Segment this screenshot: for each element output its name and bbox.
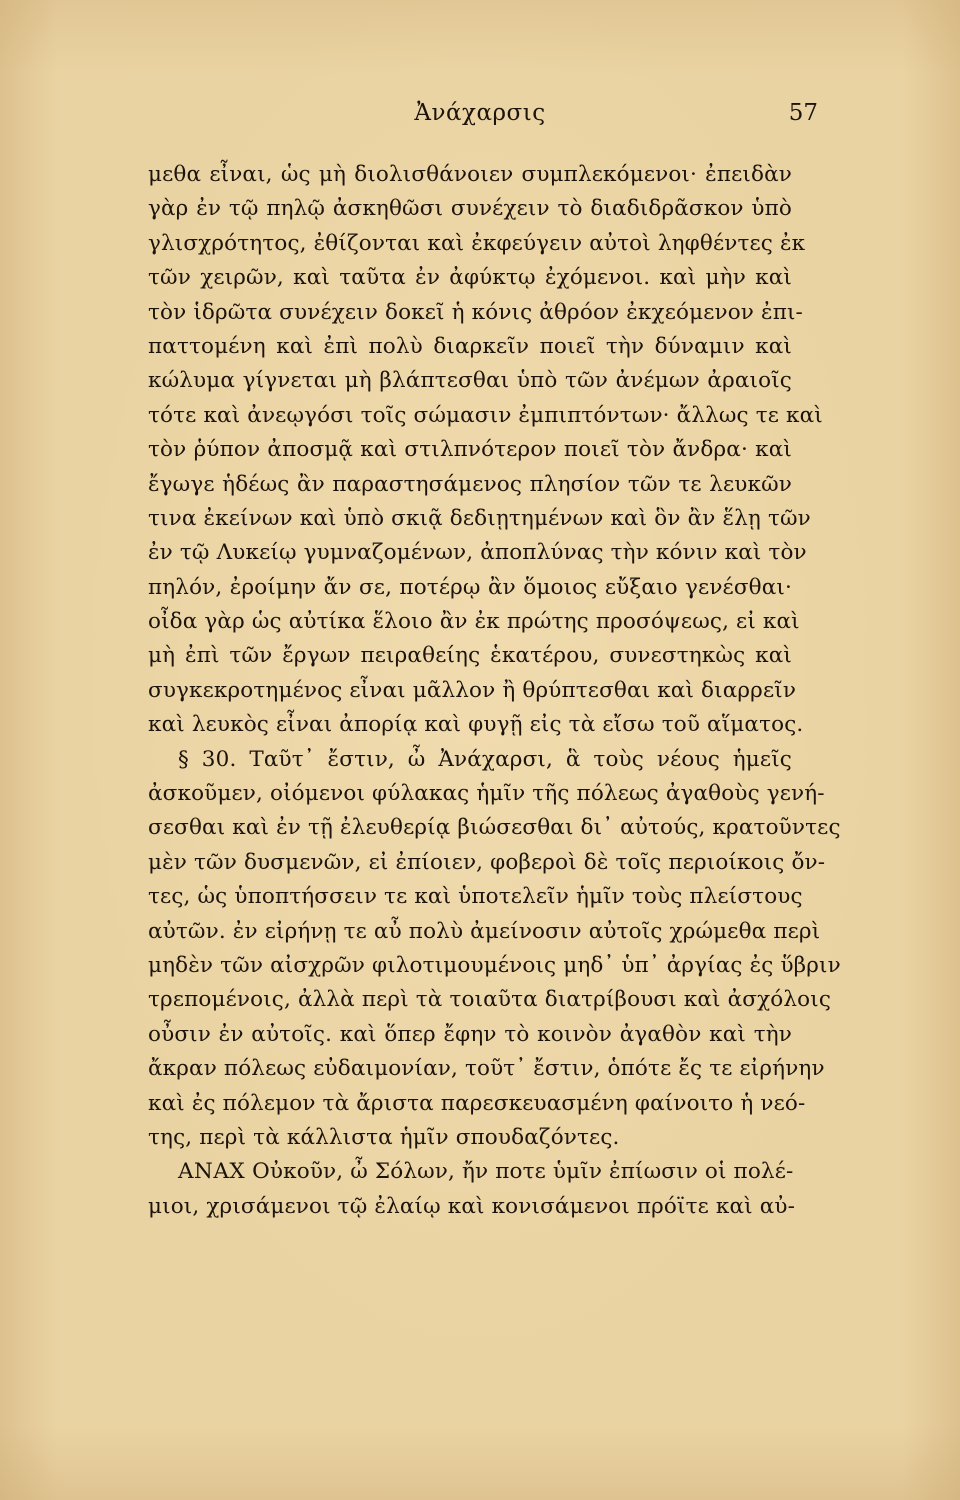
running-title: Ἀνάχαρσις — [414, 100, 546, 126]
text-line: γὰρ ἐν τῷ πηλῷ ἀσκηθῶσι συνέχειν τὸ διαδιδρᾶσκον ὑπὸ — [148, 196, 792, 222]
text-line: μὲν τῶν δυσμενῶν, εἰ ἐπίοιεν, φοβεροὶ δὲ τοῖς περιοίκοις ὄν- — [148, 849, 826, 875]
page-number: 57 — [788, 100, 818, 126]
text-line: τρεπομένοις, ἀλλὰ περὶ τὰ τοιαῦτα διατρίβουσι καὶ ἀσχόλοις — [148, 987, 832, 1013]
text-line: πηλόν, ἐροίμην ἄν σε, ποτέρῳ ἂν ὅμοιος εὔξαιο γενέσθαι· — [148, 574, 792, 600]
text-line: τότε καὶ ἀνεῳγόσι τοῖς σώμασιν ἐμπιπτόντων· ἄλλως τε καὶ — [148, 402, 823, 428]
text-line: ἔγωγε ἡδέως ἂν παραστησάμενος πλησίον τῶν τε λευκῶν — [148, 471, 792, 497]
text-line: σεσθαι καὶ ἐν τῇ ἐλευθερίᾳ βιώσεσθαι δι᾽ αὐτούς, κρατοῦντες — [148, 815, 841, 841]
text-line: αὐτῶν. ἐν εἰρήνῃ τε αὖ πολὺ ἀμείνοσιν αὐτοῖς χρώμεθα περὶ — [148, 918, 821, 944]
speaker-label: ΑΝΑΧ — [178, 1159, 246, 1185]
text-line: ἄκραν πόλεως εὐδαιμονίαν, τοῦτ᾽ ἔστιν, ὁπότε ἔς τε εἰρήνην — [148, 1056, 825, 1082]
text-line: μιοι, χρισάμενοι τῷ ἐλαίῳ καὶ κονισάμενοι πρόϊτε καὶ αὐ- — [148, 1193, 796, 1219]
text-line: της, περὶ τὰ κάλλιστα ἡμῖν σπουδαζόντες. — [148, 1124, 620, 1150]
speaker-line-text: Οὐκοῦν, ὦ Σόλων, ἤν ποτε ὑμῖν ἐπίωσιν οἱ πολέ- — [252, 1159, 794, 1185]
text-line: μηδὲν τῶν αἰσχρῶν φιλοτιμουμένοις μηδ᾽ ὑπ᾽ ἀργίας ἐς ὕβριν — [148, 952, 841, 978]
text-line: καὶ ἐς πόλεμον τὰ ἄριστα παρεσκευασμένη φαίνοιτο ἡ νεό- — [148, 1090, 806, 1116]
text-line: ἐν τῷ Λυκείῳ γυμναζομένων, ἀποπλύνας τὴν κόνιν καὶ τὸν — [148, 540, 807, 566]
text-line: παττομένη καὶ ἐπὶ πολὺ διαρκεῖν ποιεῖ τὴν δύναμιν καὶ — [148, 333, 792, 359]
text-line: τινα ἐκείνων καὶ ὑπὸ σκιᾷ δεδιῃτημένων καὶ ὃν ἂν ἕλῃ τῶν — [148, 505, 811, 531]
text-line: τες, ὡς ὑποπτήσσειν τε καὶ ὑποτελεῖν ἡμῖν τοὺς πλείστους — [148, 884, 803, 910]
text-line: μεθα εἶναι, ὡς μὴ διολισθάνοιεν συμπλεκόμενοι· ἐπειδὰν — [148, 162, 792, 187]
text-line: κώλυμα γίγνεται μὴ βλάπτεσθαι ὑπὸ τῶν ἀνέμων ἀραιοῖς — [148, 368, 792, 394]
text-line: συγκεκροτημένος εἶναι μᾶλλον ἢ θρύπτεσθαι καὶ διαρρεῖν — [148, 677, 797, 703]
speaker-line — [148, 1155, 792, 1189]
running-head — [0, 100, 960, 140]
section-start-line: § 30. Ταῦτ᾽ ἔστιν, ὦ Ἀνάχαρσι, ἃ τοὺς νέους ἡμεῖς — [178, 746, 792, 772]
body-text — [148, 158, 841, 1224]
text-line: τῶν χειρῶν, καὶ ταῦτα ἐν ἀφύκτῳ ἐχόμενοι. καὶ μὴν καὶ — [148, 265, 792, 291]
text-line: οἶδα γὰρ ὡς αὐτίκα ἕλοιο ἂν ἐκ πρώτης προσόψεως, εἰ καὶ — [148, 609, 800, 635]
text-line: καὶ λευκὸς εἶναι ἀπορίᾳ καὶ φυγῇ εἰς τὰ εἴσω τοῦ αἵματος. — [148, 712, 804, 738]
text-line: μὴ ἐπὶ τῶν ἔργων πειραθείης ἑκατέρου, συνεστηκὼς καὶ — [148, 643, 792, 669]
text-line: τὸν ῥύπον ἀποσμᾷ καὶ στιλπνότερον ποιεῖ τὸν ἄνδρα· καὶ — [148, 437, 792, 463]
text-line: τὸν ἱδρῶτα συνέχειν δοκεῖ ἡ κόνις ἀθρόον ἐκχεόμενον ἐπι- — [148, 299, 803, 325]
text-line: γλισχρότητος, ἐθίζονται καὶ ἐκφεύγειν αὐτοὶ ληφθέντες ἐκ — [148, 230, 806, 256]
text-line: ἀσκοῦμεν, οἰόμενοι φύλακας ἡμῖν τῆς πόλεως ἀγαθοὺς γενή- — [148, 781, 825, 807]
text-line: οὖσιν ἐν αὐτοῖς. καὶ ὅπερ ἔφην τὸ κοινὸν ἀγαθὸν καὶ τὴν — [148, 1021, 792, 1047]
